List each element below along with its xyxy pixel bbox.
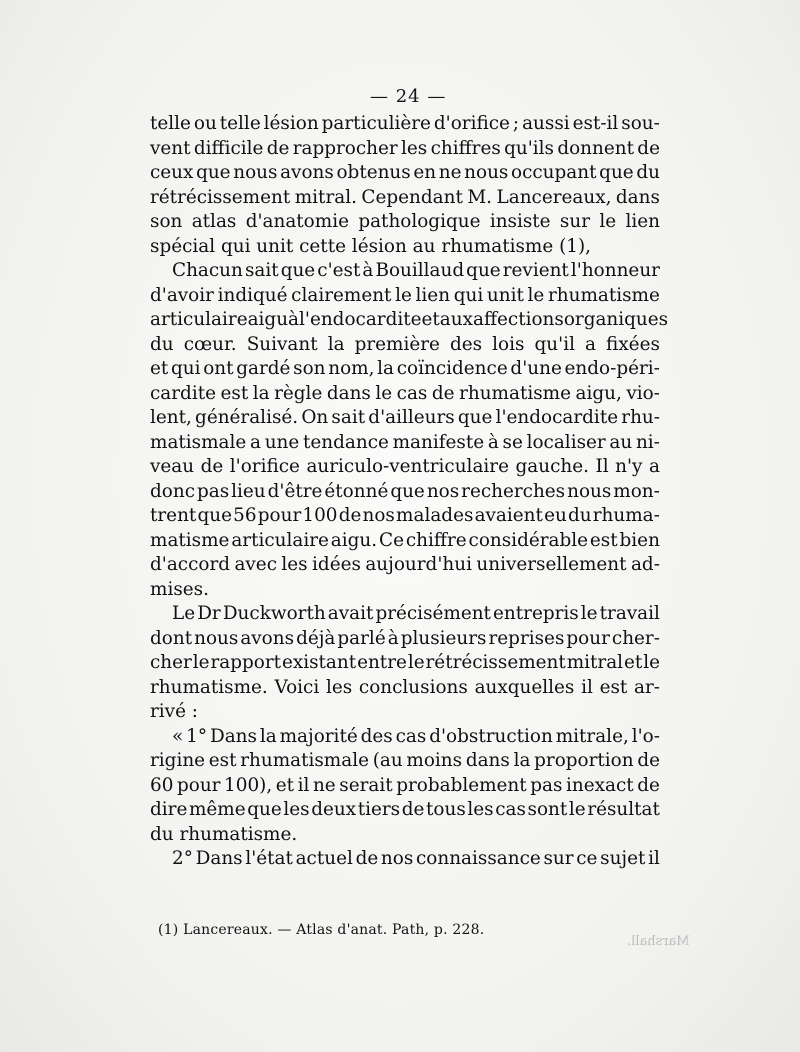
text-line: spécial qui unit cette lésion au rhumatisme (1), (150, 235, 591, 257)
text-line: vent difficile de rapprocher les chiffres qu'ils donnent de (150, 137, 660, 159)
text-line: et qui ont gardé son nom, la coïncidence d'une endo-péri- (150, 358, 660, 379)
text-line: matisme articulaire aigu. Ce chiffre considérable est bien (150, 529, 660, 551)
text-line: dire même que les deux tiers de tous les cas sont le résultat (150, 799, 660, 820)
paragraph (150, 725, 660, 848)
text-line: matismale a une tendance manifeste à se localiser au ni- (150, 431, 660, 453)
text-line: Le Dr Duckworth avait précisément entrepris le travail (172, 603, 660, 624)
paragraph (150, 259, 669, 602)
text-line: du rhumatisme. (150, 823, 298, 845)
text-line: 60 pour 100), et il ne serait probablement pas inexact de (150, 774, 660, 796)
footnote: (1) Lancereaux. — Atlas d'anat. Path, p. 228. (158, 922, 485, 938)
text-line: son atlas d'anatomie pathologique insiste sur le lien (150, 211, 660, 232)
paragraph (150, 602, 660, 725)
text-line: 2° Dans l'état actuel de nos connaissance sur ce sujet il (172, 848, 660, 869)
text-line: rigine est rhumatismale (au moins dans la proportion de (150, 750, 660, 771)
text-line: articulaire aigu à l'endocardite et aux affections organiques (150, 309, 669, 330)
text-line: dont nous avons déjà parlé à plusieurs reprises pour cher- (150, 627, 660, 649)
bleed-through-text: Marshall. (627, 934, 690, 949)
paragraph (150, 847, 660, 872)
text-line: d'avoir indiqué clairement le lien qui unit le rhumatisme (150, 284, 660, 306)
text-line: du cœur. Suivant la première des lois qu'il a fixées (150, 333, 660, 355)
text-line: « 1° Dans la majorité des cas d'obstruction mitrale, l'o- (172, 725, 660, 747)
text-line: lent, généralisé. On sait d'ailleurs que l'endocardite rhu- (150, 407, 660, 428)
text-line: veau de l'orifice auriculo-ventriculaire gauche. Il n'y a (150, 456, 660, 477)
text-line: cardite est la règle dans le cas de rhumatisme aigu, vio- (150, 382, 660, 404)
text-line: d'accord avec les idées aujourd'hui universellement ad- (150, 554, 660, 575)
text-line: cher le rapport existant entre le rétrécissement mitral et le (150, 652, 660, 673)
paragraph (150, 112, 660, 259)
text-line: rhumatisme. Voici les conclusions auxquelles il est ar- (150, 676, 660, 698)
text-line: donc pas lieu d'être étonné que nos recherches nous mon- (150, 480, 660, 502)
text-line: ceux que nous avons obtenus en ne nous occupant que du (150, 162, 660, 183)
text-line: Chacun sait que c'est à Bouillaud que revient l'honneur (172, 260, 660, 281)
text-line: rivé : (150, 701, 198, 722)
body-text (150, 112, 669, 872)
text-line: telle ou telle lésion particulière d'orifice ; aussi est-il sou- (150, 113, 660, 134)
text-line: trent que 56 pour 100 de nos malades avaient eu du rhuma- (150, 505, 660, 526)
text-line: rétrécissement mitral. Cependant M. Lancereaux, dans (150, 186, 660, 208)
page-number: — 24 — (370, 86, 447, 107)
text-line: mises. (150, 578, 209, 600)
